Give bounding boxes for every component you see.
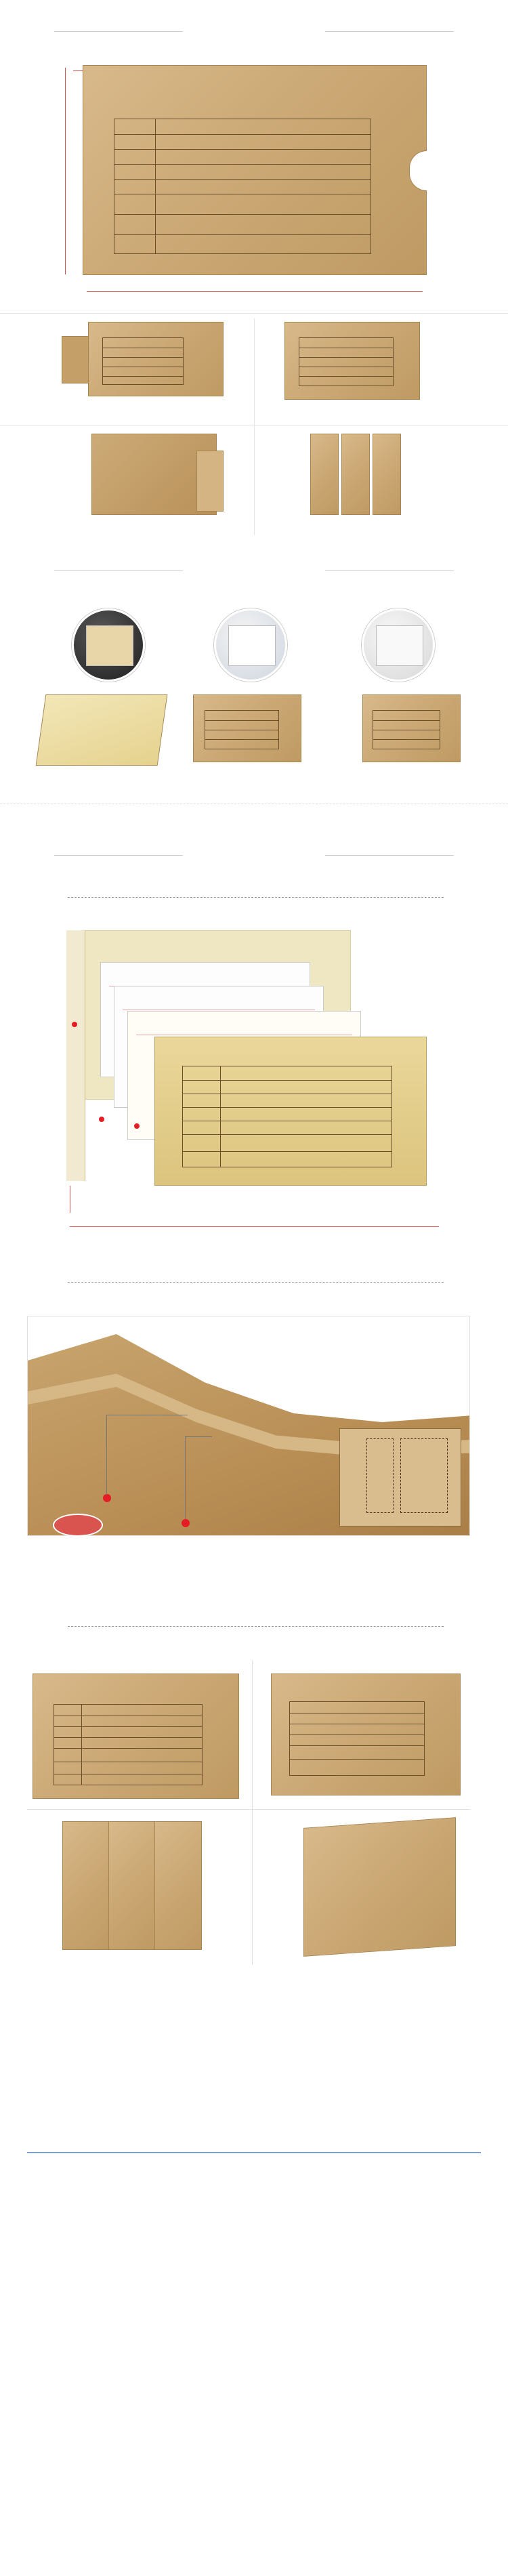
grid-vertical-divider [254, 318, 255, 535]
title-rule-right [325, 31, 454, 32]
result-front [33, 1674, 239, 1799]
folder-side-2 [341, 434, 370, 515]
binding-dot [134, 1123, 140, 1129]
feature-heading-rule [68, 897, 444, 898]
brand-logo [371, 2125, 374, 2144]
title-rule-right [325, 570, 454, 571]
feature-heading-rule [68, 1626, 444, 1627]
kit-photo-box [193, 694, 301, 762]
kit-photo-box-open [362, 694, 461, 762]
flowchart-title [34, 2129, 37, 2145]
kit-image-bound [72, 608, 145, 682]
result-box-angle [303, 1817, 456, 1957]
layer-dot-lower [182, 1519, 190, 1527]
voucher-cover [154, 1037, 427, 1186]
result-side-1 [62, 1821, 110, 1950]
binding-dot [72, 1022, 77, 1027]
folder-front-main [83, 65, 427, 275]
title-rule-left [54, 31, 183, 32]
kraft-layers-illustration [27, 1316, 470, 1536]
result-side-3 [154, 1821, 202, 1950]
title-rule-left [54, 855, 183, 856]
thickness-badge [53, 1514, 103, 1537]
folder-side-3 [373, 434, 401, 515]
flow-top-row [10, 2161, 498, 2344]
folder-side-1 [310, 434, 339, 515]
result-side-2 [108, 1821, 156, 1950]
form-grid [114, 119, 371, 254]
section-kit-solution [0, 549, 508, 806]
kit-photo-vouchers [36, 694, 168, 766]
height-line [65, 68, 66, 274]
feature-heading-rule [68, 1282, 444, 1283]
title-rule-right [325, 855, 454, 856]
depth-line [73, 70, 83, 71]
folder-unfolded [88, 322, 224, 396]
binding-dot [99, 1117, 104, 1122]
result-open [271, 1674, 461, 1795]
kit-image-handwritten [362, 608, 435, 682]
finger-notch [409, 150, 427, 191]
folder-back-flap [196, 451, 224, 512]
section-flowchart [0, 2121, 508, 2576]
width-line [87, 291, 423, 292]
section-product-display [0, 0, 508, 562]
section-features [0, 833, 508, 2121]
folder-front-small [284, 322, 420, 400]
binding-corner-strip [66, 930, 85, 1181]
layer-dot-upper [103, 1494, 111, 1502]
title-rule-left [54, 570, 183, 571]
flow-bottom-row [10, 2344, 498, 2561]
kit-image-blank [214, 608, 287, 682]
